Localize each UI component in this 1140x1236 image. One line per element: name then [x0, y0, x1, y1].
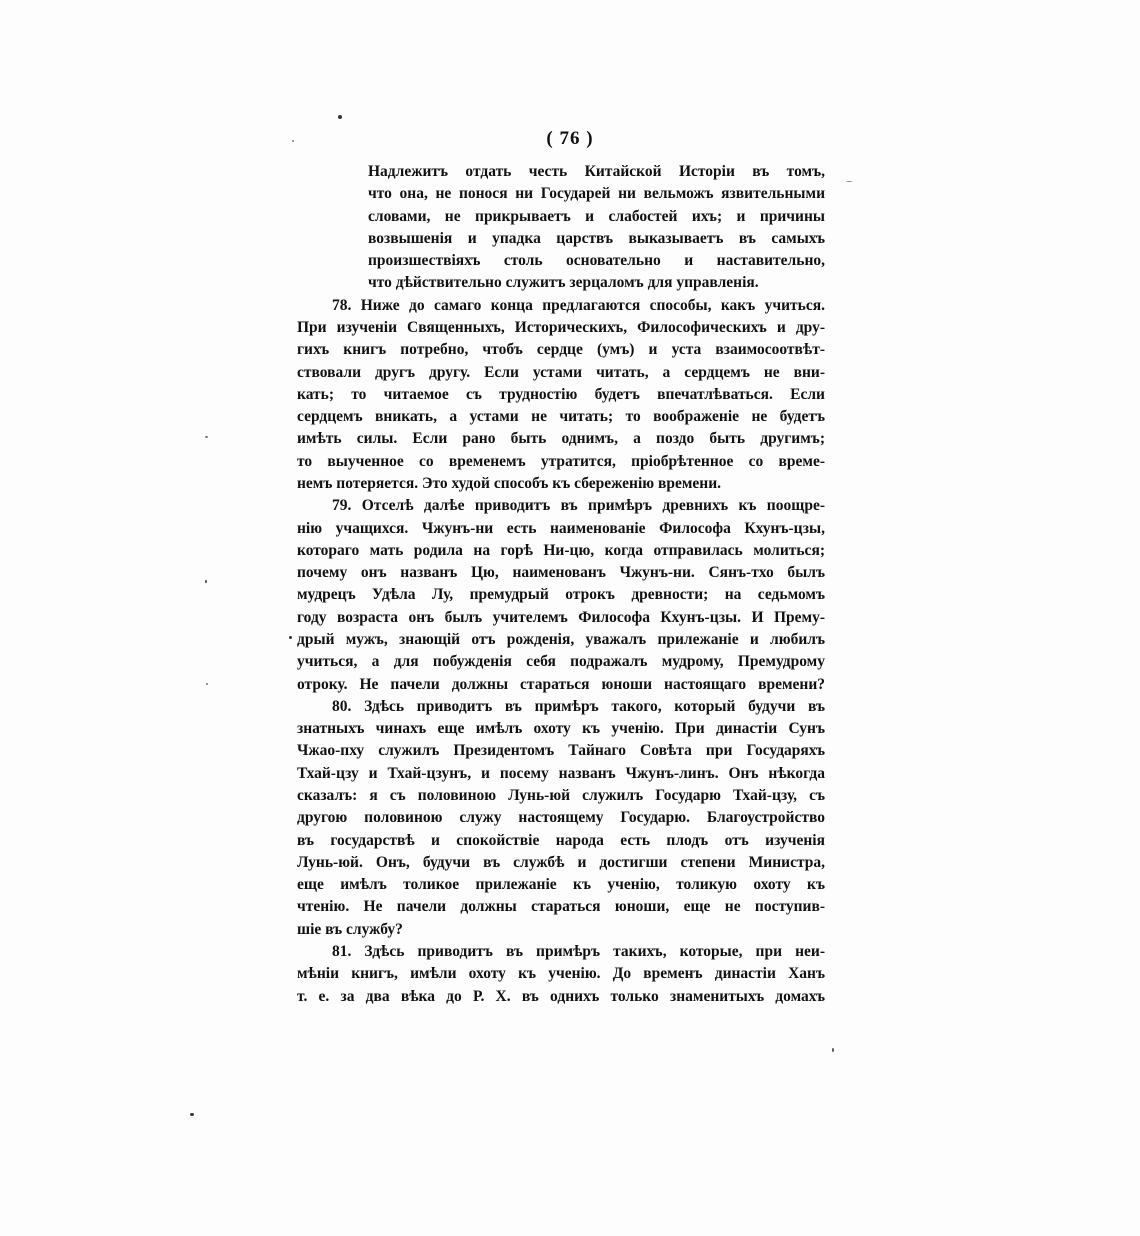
- text-line: мудрецъ Удѣла Лу, премудрый отрокъ древности; на седьмомъ: [297, 586, 825, 603]
- text-line: чтенію. Не пачели должны стараться юноши, еще не поступив-: [297, 898, 825, 915]
- scan-speck: [832, 1048, 834, 1052]
- text-line: ствовали другъ другу. Если устами читать, а сердцемъ не вни-: [297, 364, 825, 381]
- text-line: При изученіи Священныхъ, Историческихъ, Философическихъ и дру-: [297, 319, 825, 336]
- text-line: что дѣйствительно служитъ зерцаломъ для управленія.: [368, 274, 759, 291]
- text-line: учиться, а для побужденія себя подражалъ мудрому, Премудрому: [297, 653, 825, 670]
- text-line: нію учащихся. Чжунъ-ни есть наименованіе Философа Кхунъ-цзы,: [297, 520, 825, 537]
- scan-speck: [846, 181, 852, 182]
- text-line: шіе въ службу?: [297, 921, 403, 938]
- text-line: году возраста онъ былъ учителемъ Философа Кхунъ-цзы. И Прему-: [297, 609, 825, 626]
- text-line: 81. Здѣсь приводитъ въ примѣръ такихъ, которые, при неи-: [332, 943, 825, 960]
- text-line: другою половиною служу настоящему Государю. Благоустройство: [297, 809, 825, 826]
- text-line: т. е. за два вѣка до Р. Х. въ однихъ только знаменитыхъ домахъ: [297, 988, 825, 1005]
- text-line: имѣть силы. Если рано быть однимъ, а поздо быть другимъ;: [297, 430, 825, 447]
- text-line: дрый мужъ, знающій отъ рожденія, уважалъ прилежаніе и любилъ: [297, 631, 825, 648]
- text-line: почему онъ названъ Цю, наименованъ Чжунъ-ни. Сянъ-тхо былъ: [297, 564, 825, 581]
- scan-speck: [190, 1113, 194, 1116]
- text-line: знатныхъ чинахъ еще имѣлъ охоту къ ученію. При династіи Сунъ: [297, 720, 825, 737]
- text-line: что она, не понося ни Государей ни вельможъ язвительными: [368, 185, 825, 202]
- text-line: сказалъ: я съ половиною Лунь-юй служилъ Государю Тхай-цзу, съ: [297, 787, 825, 804]
- text-line: словами, не прикрываетъ и слабостей ихъ; и причины: [368, 208, 825, 225]
- text-line: Чжао-пху служилъ Президентомъ Тайнаго Совѣта при Государяхъ: [297, 742, 825, 759]
- scan-speck: [338, 115, 342, 119]
- scan-speck: [292, 140, 294, 142]
- text-line: сердцемъ вникать, а устами не читать; то воображеніе не будетъ: [297, 408, 825, 425]
- text-line: кать; то читаемое съ трудностію будетъ впечатлѣваться. Если: [297, 386, 825, 403]
- scan-speck: [205, 580, 207, 583]
- text-line: 79. Отселѣ далѣе приводитъ въ примѣръ древнихъ къ поощре-: [332, 497, 825, 514]
- text-line: еще имѣлъ толикое прилежаніе къ ученію, толикую охоту къ: [297, 876, 825, 893]
- text-line: произшествіяхъ столь основательно и наставительно,: [368, 252, 825, 269]
- text-line: отроку. Не пачели должны стараться юноши настоящаго времени?: [297, 676, 825, 693]
- text-line: въ государствѣ и спокойствіе народа есть плодъ отъ изученія: [297, 832, 825, 849]
- text-line: Лунь-юй. Онъ, будучи въ службѣ и достигши степени Министра,: [297, 854, 825, 871]
- text-line: мѣніи книгъ, имѣли охоту къ ученію. До временъ династіи Ханъ: [297, 965, 825, 982]
- page-number: ( 76 ): [546, 128, 594, 149]
- text-line: 80. Здѣсь приводитъ въ примѣръ такого, который будучи въ: [332, 698, 825, 715]
- text-line: котораго мать родила на горѣ Ни-цю, когда отправилась молиться;: [297, 542, 825, 559]
- text-line: гихъ книгъ потребно, чтобъ сердце (умъ) и уста взаимосоотвѣт-: [297, 341, 825, 358]
- text-line: возвышенія и упадка царствъ выказываетъ въ самыхъ: [368, 230, 825, 247]
- text-line: то выученное со временемъ утратится, пріобрѣтенное со време-: [297, 453, 825, 470]
- text-line: немъ потеряется. Это худой способъ къ сбереженію времени.: [297, 475, 722, 492]
- text-line: 78. Ниже до самаго конца предлагаются способы, какъ учиться.: [332, 297, 825, 314]
- text-line: Надлежитъ отдать честь Китайской Исторіи въ томъ,: [368, 163, 825, 180]
- scan-speck: [205, 436, 208, 438]
- scan-speck: [289, 636, 292, 639]
- scan-speck: [206, 683, 208, 685]
- text-line: Тхай-цзу и Тхай-цзунъ, и посему названъ Чжунъ-линъ. Онъ нѣкогда: [297, 765, 825, 782]
